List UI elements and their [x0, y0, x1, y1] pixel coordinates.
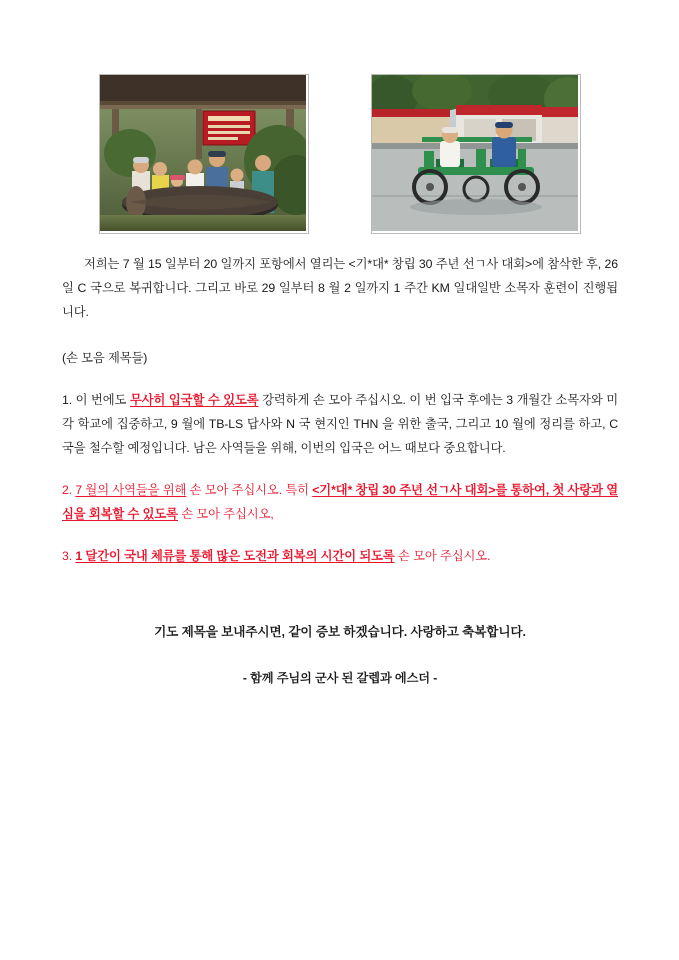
section-title-text: (손 모음 제목들)	[62, 351, 148, 365]
letter-body	[62, 252, 618, 690]
item1-run-1-highlight: 무사히 입국할 수 있도록	[129, 393, 259, 407]
item2-run-4: 손 모아 주십시오,	[177, 507, 274, 521]
signature-line	[62, 666, 618, 690]
paragraph-intro	[62, 252, 618, 324]
item1-run-2: 강력하게 손 모아 주십시오. 이 번 입국 후에는 3 개월간 소목자와 미각 학교에 집중하고, 9 월에 TB-LS 답사와 N 국 현지인 THN 을 위한 출국, 그리고 10 월에 정리를 하고, C 국을 철수할 예정입니다. 남은 사역들을 위해, 이번의 입국은 어느 때보다 중요합니다.	[62, 393, 618, 455]
item3-run-1-highlight: 1 달간이 국내 체류를 통해 많은 도전과 회복의 시간이 되도록	[75, 549, 395, 563]
images-row	[0, 74, 679, 234]
closing-text: 기도 제목을 보내주시면, 같이 증보 하겠습니다. 사랑하고 축복합니다.	[154, 625, 526, 639]
item3-run-0: 3.	[62, 549, 76, 563]
signature-text: - 함께 주님의 군사 된 갈렙과 에스더 -	[242, 671, 438, 685]
paragraph-section-title	[62, 346, 618, 370]
closing-line	[62, 620, 618, 644]
item2-run-3-highlight: <기*대* 창립 30 주년 선ㄱ사 대회>를 통하여, 첫 사랑과 열심을 회복할 수 있도록	[62, 483, 618, 521]
prayer-item-2	[62, 478, 618, 526]
item2-run-2: 손 모아 주십시오. 특히	[186, 483, 313, 497]
item2-run-0: 2.	[62, 483, 76, 497]
prayer-item-3	[62, 544, 618, 568]
photo-quadricycle-riders	[371, 74, 581, 234]
item1-run-0: 1. 이 번에도	[62, 393, 130, 407]
photo-group-at-pavilion	[99, 74, 309, 234]
prayer-item-1	[62, 388, 618, 460]
item3-run-2: 손 모아 주십시오.	[394, 549, 491, 563]
paragraph-intro-text: 저희는 7 월 15 일부터 20 일까지 포항에서 열리는 <기*대* 창립 30 주년 선ㄱ사 대회>에 참삭한 후, 26 일 C 국으로 복귀합니다. 그리고 바로 29 일부터 8 월 2 일까지 1 주간 KM 일대일반 소목자 훈련이 진행됩니다.	[62, 257, 618, 319]
item2-run-1-underline: 7 월의 사역들을 위해	[75, 483, 187, 497]
